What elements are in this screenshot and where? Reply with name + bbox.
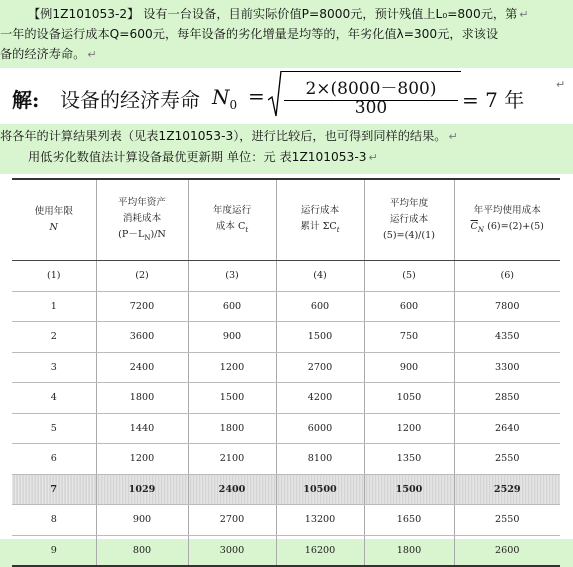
- table-cell: 1200: [96, 444, 188, 475]
- table-cell: 16200: [276, 535, 364, 566]
- after-formula-line: [0, 128, 573, 145]
- problem-text-1: 【例1Z101053-2】 设有一台设备，目前实际价值P=8000元，预计残值上L₀=800元，第: [28, 7, 518, 21]
- table-cell: 2400: [188, 474, 276, 505]
- table-row: [12, 535, 560, 566]
- table-cell: 1440: [96, 413, 188, 444]
- table-cell: 900: [188, 322, 276, 353]
- paragraph-mark-icon: ↵: [368, 151, 378, 164]
- table-caption-line: [0, 149, 573, 166]
- table-cell: 2600: [454, 535, 560, 566]
- table-cell: 4: [12, 383, 96, 414]
- problem-line-2: [0, 26, 573, 43]
- cost-table: [12, 178, 560, 567]
- table-cell: 2550: [454, 444, 560, 475]
- table-row: [12, 291, 560, 322]
- header-avg-use-cost: 年平均使用成本 $\overline{C}_N$ (6)=(2)+(5): [454, 179, 560, 261]
- header-years: 使用年限 N: [12, 179, 96, 261]
- table-cell: 4200: [276, 383, 364, 414]
- table-cell: 1: [12, 291, 96, 322]
- formula-numerator: 2×(8000－800): [284, 74, 458, 101]
- table-cell: (6): [454, 261, 560, 292]
- table-row: [12, 413, 560, 444]
- header-asset-cost: 平均年资产 消耗成本 $(P-L_N)/N$: [96, 179, 188, 261]
- table-cell: 7200: [96, 291, 188, 322]
- formula-variable: $N_0$: [212, 85, 238, 112]
- table-header-row: [12, 179, 560, 261]
- table-cell: 2: [12, 322, 96, 353]
- table-row: [12, 444, 560, 475]
- table-cell: (1): [12, 261, 96, 292]
- paragraph-mark-icon: ↵: [556, 78, 566, 91]
- problem-line-1: [0, 6, 573, 23]
- table-cell: 2400: [96, 352, 188, 383]
- table-cell: 800: [96, 535, 188, 566]
- table-image: [0, 174, 573, 556]
- table-cell: 900: [96, 505, 188, 536]
- formula-result: = 7 年: [462, 88, 525, 112]
- table-cell: 3000: [188, 535, 276, 566]
- solution-label: 解:: [12, 88, 40, 112]
- after-formula-text: 将各年的计算结果列表（见表1Z101053-3），进行比较后，也可得到同样的结果。: [0, 129, 447, 143]
- table-cell: (2): [96, 261, 188, 292]
- table-cell: 7: [12, 474, 96, 505]
- table-cell: 600: [188, 291, 276, 322]
- table-cell: 8100: [276, 444, 364, 475]
- table-caption: 用低劣化数值法计算设备最优更新期 单位：元 表1Z101053-3: [28, 150, 367, 164]
- table-cell: 600: [276, 291, 364, 322]
- table-cell: 1500: [188, 383, 276, 414]
- paragraph-mark-icon: ↵: [519, 8, 529, 21]
- table-cell: 1500: [364, 474, 454, 505]
- table-cell: 2700: [276, 352, 364, 383]
- paragraph-mark-icon: ↵: [87, 48, 97, 61]
- table-cell: (3): [188, 261, 276, 292]
- square-root-icon: [268, 70, 282, 120]
- table-cell: 1800: [96, 383, 188, 414]
- table-cell: 2550: [454, 505, 560, 536]
- table-cell: 10500: [276, 474, 364, 505]
- problem-line-3: [0, 46, 573, 63]
- table-row: [12, 505, 560, 536]
- table-cell: (4): [276, 261, 364, 292]
- table-row: [12, 383, 560, 414]
- table-cell: 8: [12, 505, 96, 536]
- table-cell: 4350: [454, 322, 560, 353]
- formula-denominator: 300: [354, 98, 388, 118]
- table-cell: (5): [364, 261, 454, 292]
- table-cell: 3300: [454, 352, 560, 383]
- table-cell: 7800: [454, 291, 560, 322]
- formula-image: [0, 68, 573, 124]
- index-row: [12, 261, 560, 292]
- table-cell: 13200: [276, 505, 364, 536]
- table-cell: 6: [12, 444, 96, 475]
- table-cell: 3600: [96, 322, 188, 353]
- table-cell: 750: [364, 322, 454, 353]
- table-cell: 1500: [276, 322, 364, 353]
- table-cell: 1029: [96, 474, 188, 505]
- problem-text-2: 一年的设备运行成本Q=600元，每年设备的劣化增量是均等的，年劣化值λ=300元，求该设: [0, 27, 499, 41]
- table-cell: 5: [12, 413, 96, 444]
- table-cell: 2850: [454, 383, 560, 414]
- formula-text: 设备的经济寿命: [60, 88, 200, 112]
- table-cell: 900: [364, 352, 454, 383]
- table-cell: 600: [364, 291, 454, 322]
- problem-text-3: 备的经济寿命。: [0, 47, 86, 61]
- table-row-highlighted: [12, 474, 560, 505]
- header-avg-operating: 平均年度 运行成本 (5)=(4)/(1): [364, 179, 454, 261]
- table-cell: 1200: [188, 352, 276, 383]
- table-cell: 2529: [454, 474, 560, 505]
- header-annual-operating: 年度运行 成本 $C_t$: [188, 179, 276, 261]
- table-cell: 9: [12, 535, 96, 566]
- table-cell: 3: [12, 352, 96, 383]
- formula-equals: =: [248, 84, 265, 108]
- table-cell: 2100: [188, 444, 276, 475]
- table-cell: 1350: [364, 444, 454, 475]
- table-row: [12, 352, 560, 383]
- table-cell: 2700: [188, 505, 276, 536]
- table-cell: 6000: [276, 413, 364, 444]
- paragraph-mark-icon: ↵: [448, 130, 458, 143]
- table-cell: 1050: [364, 383, 454, 414]
- table-cell: 1800: [188, 413, 276, 444]
- table-cell: 1650: [364, 505, 454, 536]
- table-cell: 1200: [364, 413, 454, 444]
- table-cell: 2640: [454, 413, 560, 444]
- header-cumulative-operating: 运行成本 累计 $\Sigma C_t$: [276, 179, 364, 261]
- table-row: [12, 322, 560, 353]
- table-cell: 1800: [364, 535, 454, 566]
